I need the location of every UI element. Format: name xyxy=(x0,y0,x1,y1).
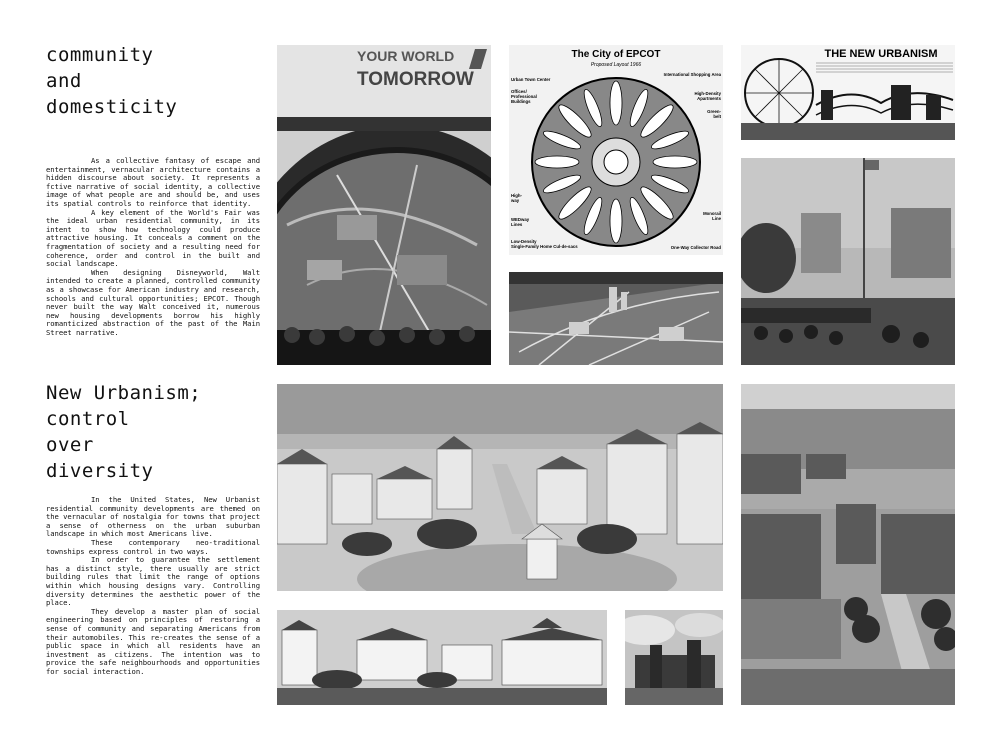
epcot-plan-diagram xyxy=(509,45,723,255)
paragraph: These contemporary neo-traditional townships express control in two ways. xyxy=(46,537,260,556)
epcot-model-photo xyxy=(509,272,723,365)
waterfront-photo xyxy=(277,610,607,705)
paragraph: A key element of the World's Fair was the ideal urban residential community, in its intent to show how technology could produce attractive housing. It conceals a comment on the fragmentation of society and a resulting need for coherence, order and control in the built and social landscape. xyxy=(46,207,260,269)
epcot-label-lowdensity: Low-Density Single-Family Home Cul-de-sacs xyxy=(511,239,578,249)
paragraph: In order to guarantee the settlement has a distinct style, there usually are strict building rules that limit the range of options within which housing designs vary. Controlling diversity determines the aesthetic power of the place. xyxy=(46,555,260,608)
paragraph: They develop a master plan of social engineering based on principles of restoring a sense of community and separating Americans from their automobiles. This re-creates the sense of a public space in which all residents have an investment as citizens. The intention was to provice the safe neighbourhoods and opportunities for social interaction. xyxy=(46,606,260,676)
world-fair-poster-image xyxy=(277,45,491,365)
epcot-label-shopping: International Shopping Area xyxy=(663,72,721,77)
poster-line2: TOMORROW xyxy=(357,69,474,90)
epcot-title: The City of EPCOT xyxy=(571,49,661,60)
epcot-label-collector: One-Way Collector Road xyxy=(670,245,721,250)
poster-line1: YOUR WORLD xyxy=(357,48,455,64)
paragraph: As a collective fantasy of escape and entertainment, vernacular architecture contains a hidden discourse about society. It represents a fctive narrative of social identity, a collective image of what people are and should be, and uses its spatial controls to reinforce that identity. xyxy=(46,156,260,208)
epcot-label-offices: Offices/ Professional Buildings xyxy=(511,89,537,104)
section-heading-new-urbanism: New Urbanism; control over diversity xyxy=(46,382,202,482)
epcot-label-highway: High-way xyxy=(511,193,522,203)
epcot-label-greenbelt: Green-belt xyxy=(707,109,721,119)
new-urbanism-illustration xyxy=(741,45,955,140)
new-urbanism-title: THE NEW URBANISM xyxy=(824,48,938,60)
epcot-label-wedway: WEDway Lines xyxy=(511,217,530,227)
epcot-label-urban-center: Urban Town Center xyxy=(511,77,551,82)
section-heading-community: community and domesticity xyxy=(46,44,178,118)
body-text-new-urbanism xyxy=(46,496,260,676)
paragraph: In the United States, New Urbanist residential community developments are themed on the vernacular of nostalgia for towns that project a sense of otherness on the urban suburban landscape in which most Americans live. xyxy=(46,495,260,539)
epcot-label-monorail: Monorail Line xyxy=(703,211,721,221)
body-text-community xyxy=(46,157,260,337)
epcot-label-apartments: High-Density Apartments xyxy=(694,91,721,101)
aerial-town-photo xyxy=(741,384,955,705)
seaside-town-photo xyxy=(277,384,723,591)
epcot-subtitle: Proposed Layout 1966 xyxy=(590,62,642,68)
main-street-photo xyxy=(741,158,955,365)
paragraph: When designing Disneyworld, Walt intended to create a planned, controlled community as a showcase for American industry and research, schools and cultural opportunities; EPCOT. Though never built the way Walt conceived it, numerous new housing developments borrow his highly romanticized abstraction of the past of the Main Street narrative. xyxy=(46,267,260,337)
castle-photo xyxy=(625,610,723,705)
